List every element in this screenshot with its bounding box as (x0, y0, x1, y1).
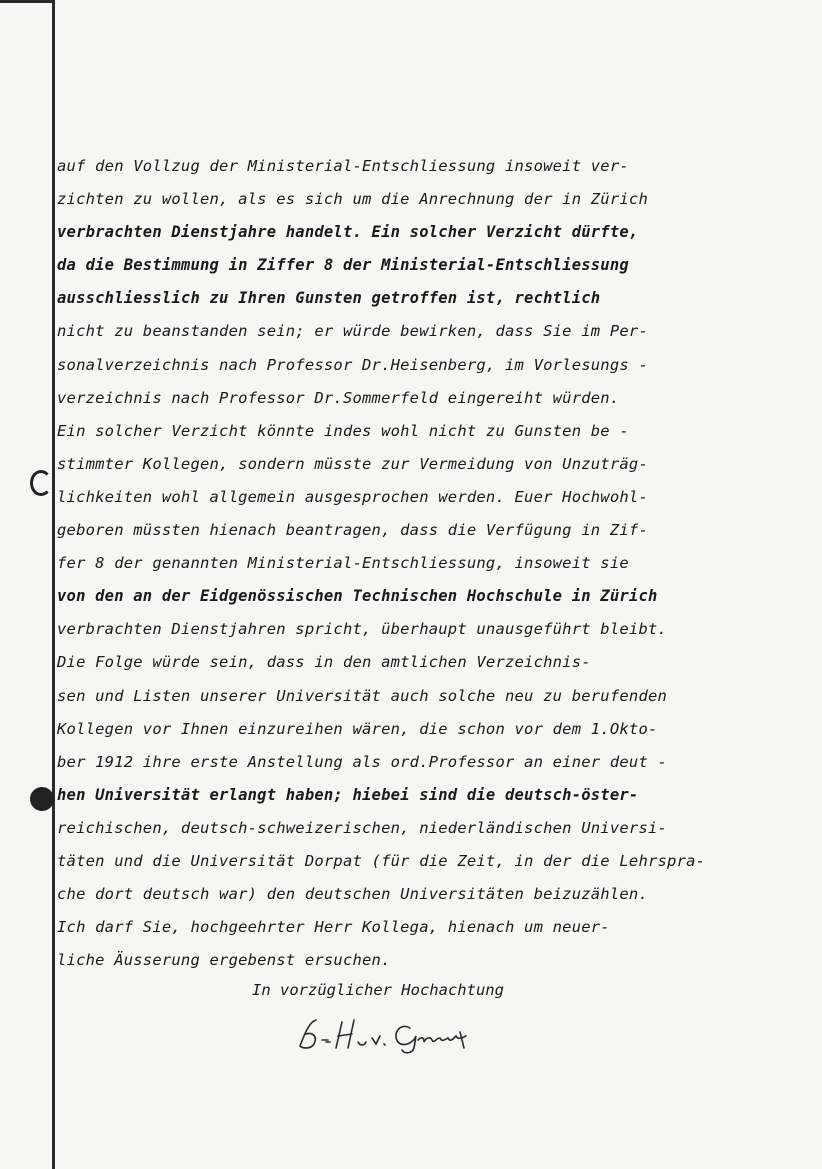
letter-line: da die Bestimmung in Ziffer 8 der Ministerial-Entschliessung (57, 256, 629, 275)
letter-line: verbrachten Dienstjahren spricht, überhaupt unausgeführt bleibt. (57, 620, 668, 639)
closing-salutation: In vorzüglicher Hochachtung (252, 981, 504, 999)
letter-line: lichkeiten wohl allgemein ausgesprochen werden. Euer Hochwohl- (57, 487, 648, 506)
letter-line: auf den Vollzug der Ministerial-Entschliessung insoweit ver- (57, 157, 629, 175)
letter-line: fer 8 der genannten Ministerial-Entschliessung, insoweit sie (57, 554, 629, 573)
letter-line: verbrachten Dienstjahre handelt. Ein solcher Verzicht dürfte, (57, 223, 639, 242)
letter-line: ber 1912 ihre erste Anstellung als ord.Professor an einer deut - (57, 752, 668, 771)
scan-edge-mark (0, 0, 55, 3)
letter-line: reichischen, deutsch-schweizerischen, niederländischen Universi- (57, 818, 668, 837)
letter-line: sonalverzeichnis nach Professor Dr.Heisenberg, im Vorlesungs - (57, 355, 648, 374)
letter-line: che dort deutsch war) den deutschen Universitäten beizuzählen. (57, 885, 648, 904)
punch-hole-upper (30, 470, 52, 496)
letter-line: Ich darf Sie, hochgeehrter Herr Kollega, hienach um neuer- (57, 918, 610, 937)
letter-line: von den an der Eidgenössischen Technischen Hochschule in Zürich (57, 587, 658, 606)
letter-line: Die Folge würde sein, dass in den amtlichen Verzeichnis- (57, 653, 591, 672)
letter-line: geboren müssten hienach beantragen, dass die Verfügung in Zif- (57, 521, 648, 540)
letter-line: nicht zu beanstanden sein; er würde bewirken, dass Sie im Per- (57, 322, 648, 341)
handwritten-signature (292, 1008, 512, 1058)
binding-margin-line (52, 0, 55, 1169)
punch-hole-lower (30, 787, 54, 811)
letter-line: Kollegen vor Ihnen einzureihen wären, die schon vor dem 1.Okto- (57, 719, 658, 738)
letter-line: liche Äusserung ergebenst ersuchen. (57, 951, 391, 970)
letter-body (57, 150, 797, 977)
letter-line: Ein solcher Verzicht könnte indes wohl nicht zu Gunsten be - (57, 421, 629, 440)
letter-line: hen Universität erlangt haben; hiebei sind die deutsch-öster- (57, 785, 639, 804)
letter-line: zichten zu wollen, als es sich um die Anrechnung der in Zürich (57, 190, 648, 209)
letter-line: verzeichnis nach Professor Dr.Sommerfeld eingereiht würden. (57, 388, 620, 407)
letter-line: ausschliesslich zu Ihren Gunsten getroffen ist, rechtlich (57, 289, 601, 308)
letter-line: stimmter Kollegen, sondern müsste zur Vermeidung von Unzuträg- (57, 454, 648, 473)
letter-line: täten und die Universität Dorpat (für die Zeit, in der die Lehrspra- (57, 851, 706, 870)
letter-line: sen und Listen unserer Universität auch solche neu zu berufenden (57, 686, 668, 705)
